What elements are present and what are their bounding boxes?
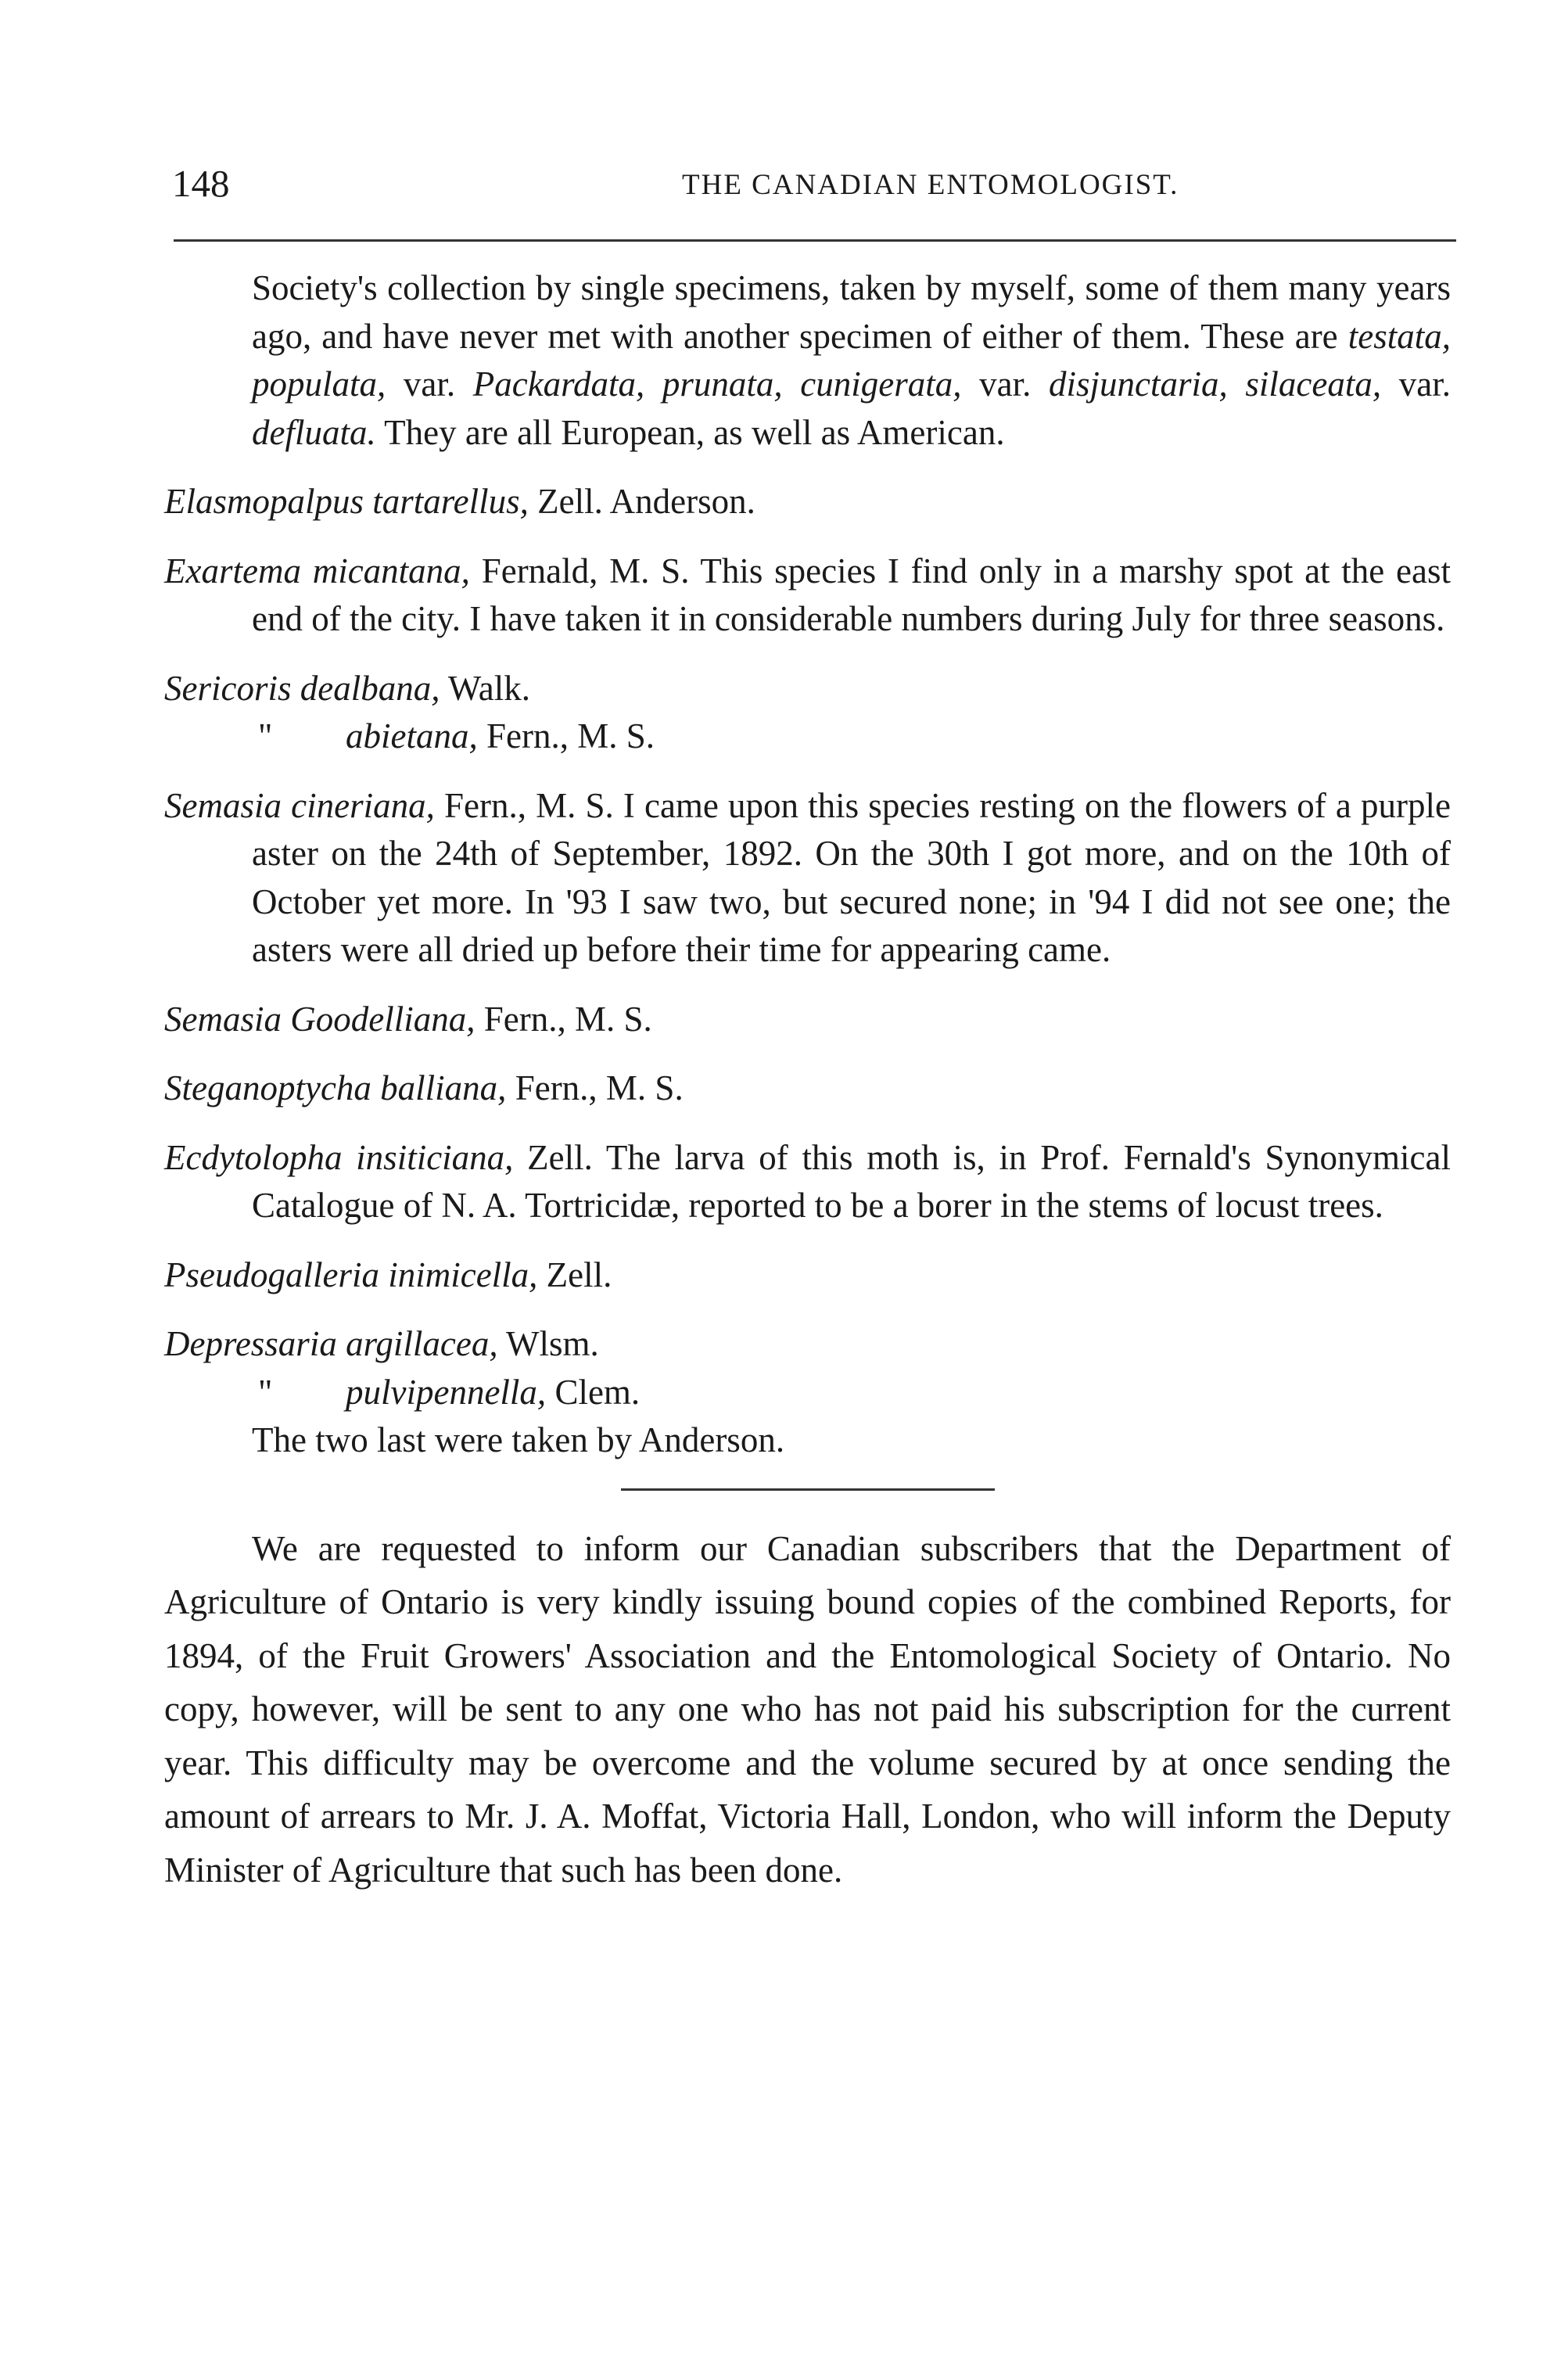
section-divider (621, 1488, 995, 1491)
species-name: Ecdytolopha insiticiana, (164, 1137, 514, 1177)
entry-text: Wlsm. (497, 1324, 599, 1363)
entry-text: Fernald, M. S. This species I find only in a marshy spot at the east end of the city. I have taken it in considerable numbers during July for three seasons. (252, 551, 1451, 638)
species-name: Depressaria argillacea, (164, 1324, 498, 1363)
species-name: Semasia cineriana, (164, 785, 435, 825)
species-entry (164, 478, 1451, 526)
ditto-entry (164, 713, 1451, 761)
species-name: Semasia Goodelliana, (164, 999, 475, 1039)
species-name: pulvipennella, (346, 1372, 547, 1412)
species-name: Pseudogalleria inimicella, (164, 1255, 538, 1294)
entry-text: Fern., M. S. (506, 1068, 684, 1107)
species-entry (164, 1134, 1451, 1230)
subscriber-notice: We are requested to inform our Canadian subscribers that the Department of Agriculture of Ontario is very kindly issuing bound copies of the combined Reports, for 1894, of the Fruit Growers' Association and the Entomological Society of Ontario. No copy, however, will be sent to any one who has not paid his subscription for the current year. This difficulty may be overcome and the volume secured by at once sending the amount of arrears to Mr. J. A. Moffat, Victoria Hall, London, who will inform the Deputy Minister of Agriculture that such has been done. (164, 1528, 1451, 1890)
article-body (164, 264, 1451, 1897)
page-header (166, 160, 1449, 207)
species-name: Sericoris dealbana, (164, 668, 440, 708)
ditto-mark: " (258, 716, 273, 756)
entry-text: Zell. (537, 1255, 612, 1294)
continuation-text: var. (386, 364, 473, 404)
entry-text: Zell. Anderson. (528, 482, 755, 521)
species-entry (164, 1320, 1451, 1369)
species-names: defluata. (252, 412, 376, 452)
continuation-paragraph (164, 264, 1451, 457)
continuation-text: Society's collection by single specimens, taken by myself, some of them many years ago, and have never met with another specimen of either of them. These are (252, 268, 1451, 356)
entry-text: Fern., M. S. (475, 999, 652, 1039)
species-entry (164, 547, 1451, 644)
species-entry (164, 1064, 1451, 1113)
entry-text: Fern., M. S. I came upon this species resting on the flowers of a purple aster on the 24th of September, 1892. On the 30th I got more, and on the 10th of October yet more. In '93 I saw two, but secured none; in '94 I did not see one; the asters were all dried up before their time for appearing came. (252, 785, 1451, 969)
closing-note: The two last were taken by Anderson. (252, 1420, 785, 1459)
species-name: Exartema micantana, (164, 551, 470, 591)
species-names: Packardata, prunata, cunigerata, (472, 364, 962, 404)
entry-text: Clem. (546, 1372, 641, 1412)
running-title: THE CANADIAN ENTOMOLOGIST. (682, 169, 1179, 201)
continuation-text: var. (1381, 364, 1451, 404)
entry-text: Zell. The larva of this moth is, in Prof. Fernald's Synonymical Catalogue of N. A. Tortricidæ, reported to be a borer in the stems of locust trees. (252, 1137, 1451, 1225)
species-entry (164, 1251, 1451, 1300)
species-names: disjunctaria, silaceata, (1049, 364, 1382, 404)
continuation-text: var. (961, 364, 1049, 404)
ditto-mark: " (258, 1372, 273, 1412)
header-rule (174, 239, 1456, 242)
species-entry (164, 996, 1451, 1044)
entry-text: Walk. (440, 668, 531, 708)
species-names: testata, populata, (252, 316, 1451, 404)
entry-text: Fern., M. S. (477, 716, 655, 756)
continuation-text: They are all European, as well as American. (375, 412, 1005, 452)
species-name: abietana, (346, 716, 478, 756)
ditto-entry (164, 1369, 1451, 1417)
species-name: Elasmopalpus tartarellus, (164, 482, 529, 521)
species-entry (164, 782, 1451, 975)
species-name: Steganoptycha balliana, (164, 1068, 507, 1107)
species-entry (164, 665, 1451, 713)
page-number: 148 (172, 162, 230, 205)
